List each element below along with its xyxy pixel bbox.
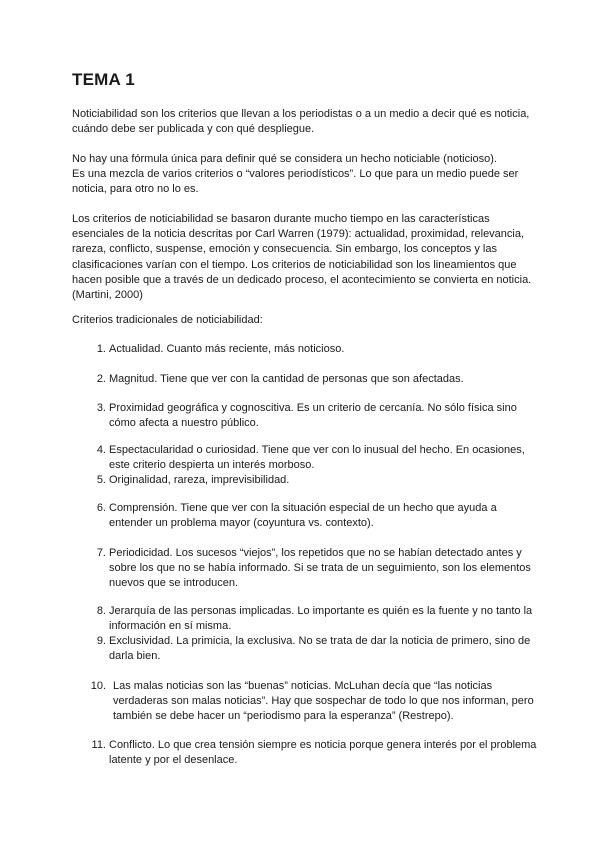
paragraph-text: Los criterios de noticiabilidad se basaron durante mucho tiempo en las características esenciales de la noticia descritas por Carl Warren (1979): actualidad, proximidad, relevancia, rareza, conflicto, suspense, emoción y consecuencia. Sin embargo, los conceptos y las clasificaciones varían con el tiempo. Los criterios de noticiabilidad son los lineamientos que hacen posible que a través de un dedicado proceso, el acontecimiento se convierta en noticia. (Martini, 2000) xyxy=(72,213,532,302)
list-number: 7. xyxy=(96,547,106,559)
page-title: TEMA 1 xyxy=(72,70,135,89)
list-number: 5. xyxy=(96,474,106,486)
list-text: Originalidad, rareza, imprevisibilidad. xyxy=(109,474,290,486)
paragraph-definition xyxy=(72,107,542,137)
list-heading xyxy=(72,313,542,328)
list-text: Jerarquía de las personas implicadas. Lo importante es quién es la fuente y no tanto la información en sí misma. xyxy=(109,605,533,633)
list-number: 9. xyxy=(96,635,106,647)
list-text: Comprensión. Tiene que ver con la situación especial de un hecho que ayuda a entender un problema mayor (coyuntura vs. contexto). xyxy=(109,502,497,530)
paragraph-text: No hay una fórmula única para definir qué se considera un hecho noticiable (noticioso). xyxy=(72,153,497,165)
list-number: 1. xyxy=(96,343,106,355)
list-text: Exclusividad. La primicia, la exclusiva. No se trata de dar la noticia de primero, sino de darla bien. xyxy=(109,635,531,663)
list-text: Magnitud. Tiene que ver con la cantidad de personas que son afectadas. xyxy=(109,373,464,385)
paragraph-text: Noticiabilidad son los criterios que llevan a los periodistas o a un medio a decir qué es noticia, cuándo debe ser publicada y con qué despliegue. xyxy=(72,108,530,136)
list-number: 8. xyxy=(96,605,106,617)
paragraph-text: Es una mezcla de varios criterios o “valores periodísticos”. Lo que para un medio puede ser noticia, para otro no lo es. xyxy=(72,168,519,196)
list-number: 6. xyxy=(96,502,106,514)
list-number: 11. xyxy=(91,739,106,751)
list-text: Periodicidad. Los sucesos “viejos”, los repetidos que no se habían detectado antes y sobre los que no se había informado. Si se trata de un seguimiento, son los elementos nuevos que se introducen. xyxy=(109,547,531,590)
list-number: 3. xyxy=(96,402,106,414)
list-text: Espectacularidad o curiosidad. Tiene que ver con lo inusual del hecho. En ocasiones, este criterio despierta un interés morboso. xyxy=(109,444,525,472)
list-number: 2. xyxy=(96,373,106,385)
list-text: Proximidad geográfica y cognoscitiva. Es un criterio de cercanía. No sólo física sino cómo afecta a nuestro público. xyxy=(109,402,517,430)
list-text: Las malas noticias son las “buenas” noticias. McLuhan decía que “las noticias verdaderas son malas noticias”. Hay que sospechar de todo lo que nos informan, pero también se debe hacer un “periodismo para la esperanza” (Restrepo). xyxy=(113,680,534,723)
list-text: Conflicto. Lo que crea tensión siempre es noticia porque genera interés por el problema latente y por el desenlace. xyxy=(109,739,537,767)
list-text: Actualidad. Cuanto más reciente, más noticioso. xyxy=(109,343,345,355)
list-number: 4. xyxy=(96,444,106,456)
paragraph-formula xyxy=(72,152,542,198)
list-number: 10. xyxy=(90,680,106,692)
paragraph-warren xyxy=(72,212,542,303)
paragraph-text: Criterios tradicionales de noticiabilidad: xyxy=(72,314,263,326)
